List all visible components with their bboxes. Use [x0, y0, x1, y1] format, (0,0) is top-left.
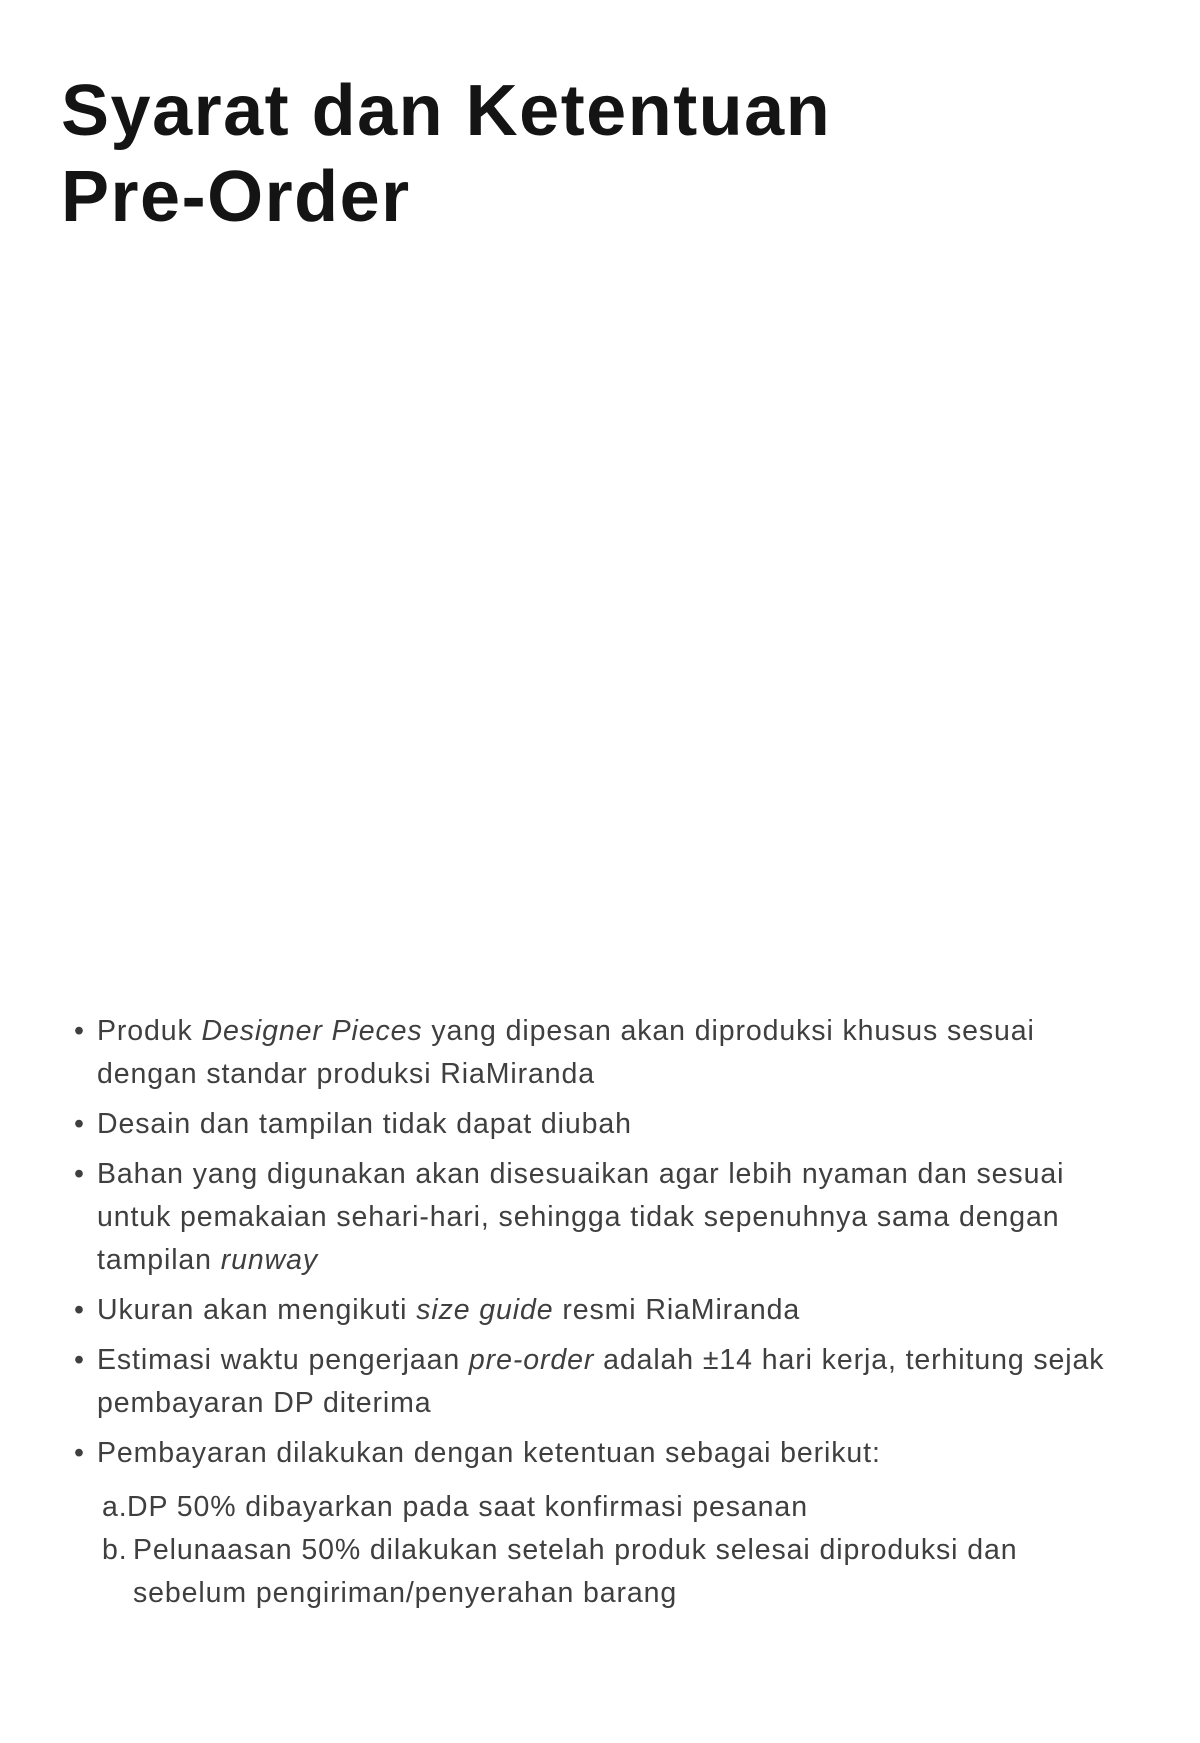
text-segment: Bahan yang digunakan akan disesuaikan agar lebih nyaman dan sesuai untuk pemakaian sehari-hari, sehingga tidak sepenuhnya sama dengan tampilan [97, 1158, 1065, 1276]
emphasis-text: pre-order [468, 1344, 595, 1376]
page-title-line-1: Syarat dan Ketentuan [61, 71, 832, 151]
payment-sublist-item [97, 1529, 1134, 1615]
text-segment: Ukuran akan mengikuti [97, 1294, 417, 1326]
text-segment: resmi RiaMiranda [553, 1294, 801, 1326]
text-segment: Estimasi waktu pengerjaan [97, 1344, 469, 1376]
terms-list [74, 1010, 1134, 1622]
text-segment: adalah ±14 hari kerja, terhitung sejak pembayaran DP diterima [97, 1344, 1105, 1419]
emphasis-text: Designer Pieces [201, 1015, 423, 1047]
terms-list-item [74, 1103, 1134, 1146]
terms-list-item [74, 1339, 1134, 1425]
sublist-marker: a. [102, 1491, 128, 1523]
terms-list-item [74, 1010, 1134, 1096]
terms-item-text: Pembayaran dilakukan dengan ketentuan sebagai berikut: [97, 1437, 881, 1469]
bullet-icon: • [74, 1108, 85, 1140]
text-segment: Produk [97, 1015, 202, 1047]
terms-item-text [97, 1294, 800, 1326]
terms-list-item [74, 1289, 1134, 1332]
bullet-icon: • [74, 1158, 85, 1190]
terms-item-text [97, 1158, 1064, 1276]
payment-sublist [97, 1486, 1134, 1615]
sublist-marker: b. [102, 1534, 128, 1566]
image-placeholder-area [61, 260, 1139, 980]
terms-list-item [74, 1153, 1134, 1282]
bullet-icon: • [74, 1344, 85, 1376]
text-segment: yang dipesan akan diproduksi khusus sesuai dengan standar produksi RiaMiranda [97, 1015, 1035, 1090]
sublist-item-text: DP 50% dibayarkan pada saat konfirmasi pesanan [127, 1491, 808, 1523]
bullet-icon: • [74, 1437, 85, 1469]
terms-item-text: Desain dan tampilan tidak dapat diubah [97, 1108, 632, 1140]
terms-item-text [97, 1344, 1104, 1419]
emphasis-text: runway [220, 1244, 319, 1276]
terms-item-text [97, 1015, 1035, 1090]
sublist-item-text: Pelunaasan 50% dilakukan setelah produk selesai diproduksi dan sebelum pengiriman/penyerahan barang [133, 1534, 1018, 1609]
terms-list-item [74, 1432, 1134, 1615]
payment-sublist-item [97, 1486, 1134, 1529]
bullet-icon: • [74, 1015, 85, 1047]
bullet-icon: • [74, 1294, 85, 1326]
emphasis-text: size guide [416, 1294, 554, 1326]
page-title-line-2: Pre-Order [61, 157, 411, 237]
page-title [61, 68, 831, 240]
